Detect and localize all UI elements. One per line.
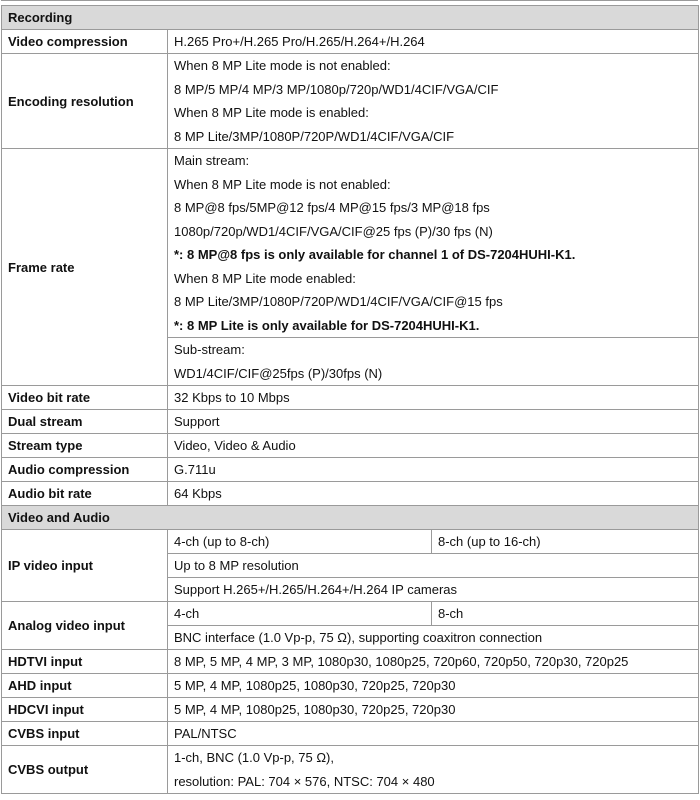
row-value: Support H.265+/H.265/H.264+/H.264 IP cameras xyxy=(168,578,699,602)
value-line: 8 MP Lite/3MP/1080P/720P/WD1/4CIF/VGA/CIF xyxy=(174,128,455,144)
value-line: When 8 MP Lite mode enabled: xyxy=(174,270,356,286)
row-label: Video compression xyxy=(2,30,168,54)
section-title-recording: Recording xyxy=(2,6,699,30)
row-value-col-b: 8-ch xyxy=(432,602,699,626)
table-row xyxy=(2,698,699,722)
row-label: AHD input xyxy=(2,674,168,698)
row-value: 64 Kbps xyxy=(168,482,699,506)
table-row xyxy=(2,602,699,626)
row-label: Analog video input xyxy=(2,602,168,650)
row-label: CVBS output xyxy=(2,746,168,794)
table-row xyxy=(2,482,699,506)
value-line: 8 MP@8 fps/5MP@12 fps/4 MP@15 fps/3 MP@18 fps xyxy=(174,200,490,215)
spec-table xyxy=(1,5,699,794)
row-value-sub-stream xyxy=(168,338,699,386)
value-line: Main stream: xyxy=(174,153,250,168)
row-label: Frame rate xyxy=(2,149,168,386)
row-value: 5 MP, 4 MP, 1080p25, 1080p30, 720p25, 720p30 xyxy=(168,698,699,722)
row-label: Audio compression xyxy=(2,458,168,482)
table-row xyxy=(2,530,699,554)
value-line: When 8 MP Lite mode is enabled: xyxy=(174,105,369,120)
table-row xyxy=(2,650,699,674)
section-row-recording xyxy=(2,6,699,30)
value-line: resolution: PAL: 704 × 576, NTSC: 704 × 480 xyxy=(174,773,435,789)
row-label: HDTVI input xyxy=(2,650,168,674)
row-value: 5 MP, 4 MP, 1080p25, 1080p30, 720p25, 720p30 xyxy=(168,674,699,698)
row-label: Stream type xyxy=(2,434,168,458)
value-line: Sub-stream: xyxy=(174,342,245,357)
value-line: 8 MP/5 MP/4 MP/3 MP/1080p/720p/WD1/4CIF/VGA/CIF xyxy=(174,81,499,97)
row-value: Video, Video & Audio xyxy=(168,434,699,458)
row-value-main-stream xyxy=(168,149,699,338)
table-row xyxy=(2,30,699,54)
table-row xyxy=(2,410,699,434)
table-row xyxy=(2,386,699,410)
row-label: HDCVI input xyxy=(2,698,168,722)
row-label: IP video input xyxy=(2,530,168,602)
table-row xyxy=(2,149,699,338)
row-value-col-b: 8-ch (up to 16-ch) xyxy=(432,530,699,554)
table-row xyxy=(2,674,699,698)
row-label: Audio bit rate xyxy=(2,482,168,506)
row-value-multiline xyxy=(168,746,699,794)
row-value: 8 MP, 5 MP, 4 MP, 3 MP, 1080p30, 1080p25, 720p60, 720p50, 720p30, 720p25 xyxy=(168,650,699,674)
section-row-video-audio xyxy=(2,506,699,530)
value-line: 1080p/720p/WD1/4CIF/VGA/CIF@25 fps (P)/30 fps (N) xyxy=(174,223,493,239)
value-line: 8 MP Lite/3MP/1080P/720P/WD1/4CIF/VGA/CIF@15 fps xyxy=(174,294,503,309)
row-value-col-a: 4-ch (up to 8-ch) xyxy=(168,530,432,554)
value-line: When 8 MP Lite mode is not enabled: xyxy=(174,176,391,192)
value-line: When 8 MP Lite mode is not enabled: xyxy=(174,58,391,73)
row-value: H.265 Pro+/H.265 Pro/H.265/H.264+/H.264 xyxy=(168,30,699,54)
table-row xyxy=(2,746,699,794)
row-label: Dual stream xyxy=(2,410,168,434)
section-title-video-audio: Video and Audio xyxy=(2,506,699,530)
table-row xyxy=(2,434,699,458)
table-row xyxy=(2,54,699,149)
table-row xyxy=(2,722,699,746)
row-label: Video bit rate xyxy=(2,386,168,410)
value-line: WD1/4CIF/CIF@25fps (P)/30fps (N) xyxy=(174,365,383,381)
row-value-multiline xyxy=(168,54,699,149)
row-value: Support xyxy=(168,410,699,434)
row-label: CVBS input xyxy=(2,722,168,746)
row-value: PAL/NTSC xyxy=(168,722,699,746)
row-value: Up to 8 MP resolution xyxy=(168,554,699,578)
row-value: G.711u xyxy=(168,458,699,482)
table-row xyxy=(2,458,699,482)
footnote-line: *: 8 MP Lite is only available for DS-7204HUHI-K1. xyxy=(174,317,480,333)
row-value-col-a: 4-ch xyxy=(168,602,432,626)
row-value: 32 Kbps to 10 Mbps xyxy=(168,386,699,410)
row-value: BNC interface (1.0 Vp-p, 75 Ω), supporting coaxitron connection xyxy=(168,626,699,650)
value-line: 1-ch, BNC (1.0 Vp-p, 75 Ω), xyxy=(174,750,334,765)
footnote-line: *: 8 MP@8 fps is only available for channel 1 of DS-7204HUHI-K1. xyxy=(174,247,576,262)
row-label: Encoding resolution xyxy=(2,54,168,149)
